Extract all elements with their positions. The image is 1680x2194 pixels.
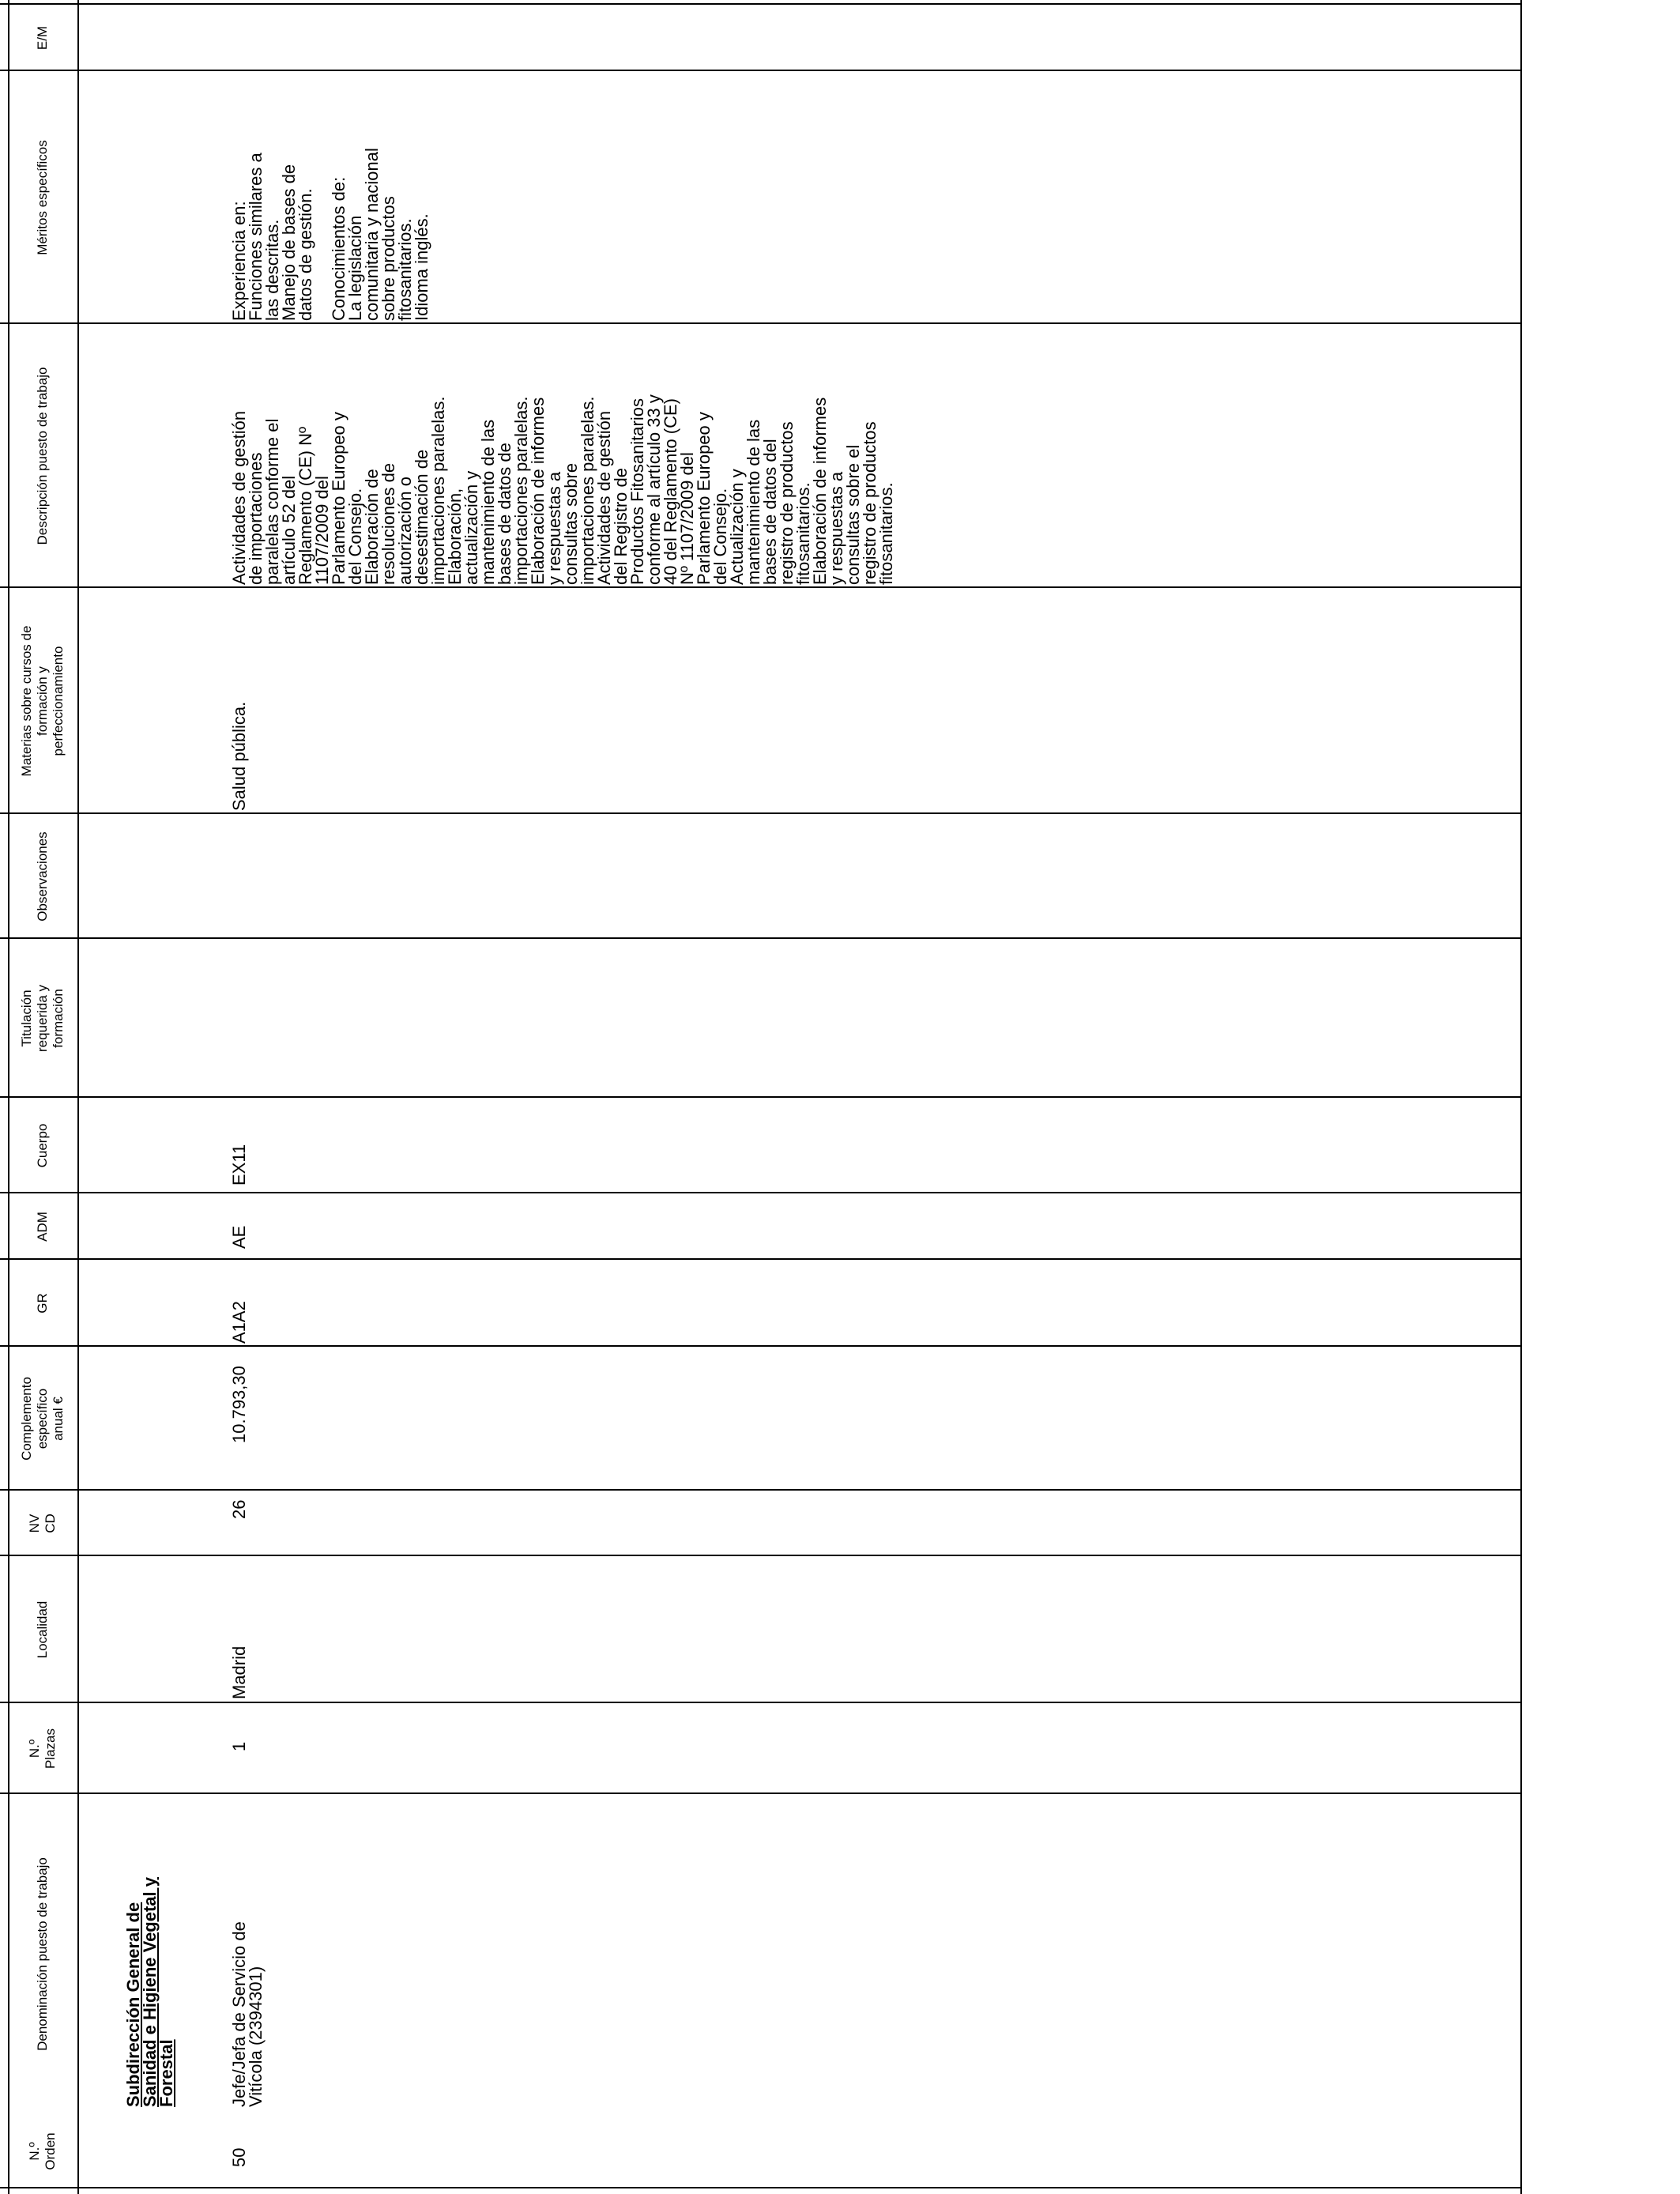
cell-adm: AE xyxy=(229,1225,249,1249)
column-separator xyxy=(0,587,1520,589)
header-descripcion: Descripción puesto de trabajo xyxy=(35,367,50,545)
cell-meritos: Experiencia en: Funciones similares a las descritas. Manejo de bases de datos de gestión. Conocimientos de: La legislación comunitaria y nacional sobre productos fitosanitarios. Idioma inglés. xyxy=(229,148,431,321)
column-separator xyxy=(0,1193,1520,1194)
column-separator xyxy=(0,813,1520,815)
cell-denominacion: Jefe/Jefa de Servicio de Vitícola (2394301) xyxy=(229,1921,266,2107)
header-materias: Materias sobre cursos de formación y perfeccionamiento xyxy=(19,625,66,777)
header-orden: N.º Orden xyxy=(27,2132,58,2170)
column-separator xyxy=(0,1555,1520,1557)
column-separator xyxy=(0,1346,1520,1348)
header-plazas: N.º Plazas xyxy=(27,1728,58,1770)
column-separator xyxy=(0,1793,1520,1795)
cell-materias: Salud pública. xyxy=(229,701,249,811)
header-localidad: Localidad xyxy=(35,1600,50,1659)
column-separator xyxy=(0,323,1520,325)
header-adm: ADM xyxy=(35,1212,50,1242)
cell-localidad: Madrid xyxy=(229,1646,249,1699)
cell-plazas: 1 xyxy=(229,1741,249,1751)
column-separator xyxy=(0,938,1520,940)
cell-complemento: 10.793,30 xyxy=(229,1366,249,1443)
column-separator xyxy=(0,1490,1520,1491)
header-grupo: GR xyxy=(35,1293,50,1314)
column-separator xyxy=(0,1097,1520,1099)
header-meritos: Méritos específicos xyxy=(35,140,50,255)
header-observaciones: Observaciones xyxy=(35,831,50,922)
column-separator xyxy=(0,70,1520,72)
header-nivel: NV CD xyxy=(27,1514,58,1533)
cell-cuerpo: EX11 xyxy=(229,1144,249,1186)
unit-title: Subdirección General de Sanidad e Higiene Vegetal y Forestal xyxy=(123,1877,176,2107)
column-separator xyxy=(0,1702,1520,1704)
table-border-bottom xyxy=(1520,0,1522,2194)
header-titulacion: Titulación requerida y formación xyxy=(19,984,66,1053)
header-complemento: Complemento específico anual € xyxy=(19,1377,66,1461)
header-cuerpo: Cuerpo xyxy=(35,1123,50,1168)
cell-nivel: 26 xyxy=(229,1499,249,1519)
header-denominacion: Denominación puesto de trabajo xyxy=(35,1857,50,2051)
cell-grupo: A1A2 xyxy=(229,1301,249,1344)
cell-orden: 50 xyxy=(229,2147,249,2167)
header-em: E/M xyxy=(35,25,50,51)
column-separator xyxy=(0,1259,1520,1261)
column-separator xyxy=(0,4,1520,6)
column-separator xyxy=(0,2188,1520,2189)
cell-descripcion: Actividades de gestión de importaciones paralelas conforme el artículo 52 del Reglamento (CE) Nº 1107/2009 del Parlamento Europeo y del Consejo. Elaboración de resoluciones de autorización o desestimación de importaciones paralelas. Elaboración, actualización y mantenimiento de las bases de datos de importaciones paralelas. Elaboración de informes y respuestas a consultas sobre importaciones paralelas. Actividades de gestión del Registro de Productos Fitosanitarios conforme al artículo 33 y 40 del Reglamento (CE) Nº 1107/2009 del Parlamento Europeo y del Consejo. Actualización y mantenimiento de las bases de datos del registro de productos fitosanitarios. Elaboración de informes y respuestas a consultas sobre el registro de productos fitosanitarios. xyxy=(229,394,896,585)
